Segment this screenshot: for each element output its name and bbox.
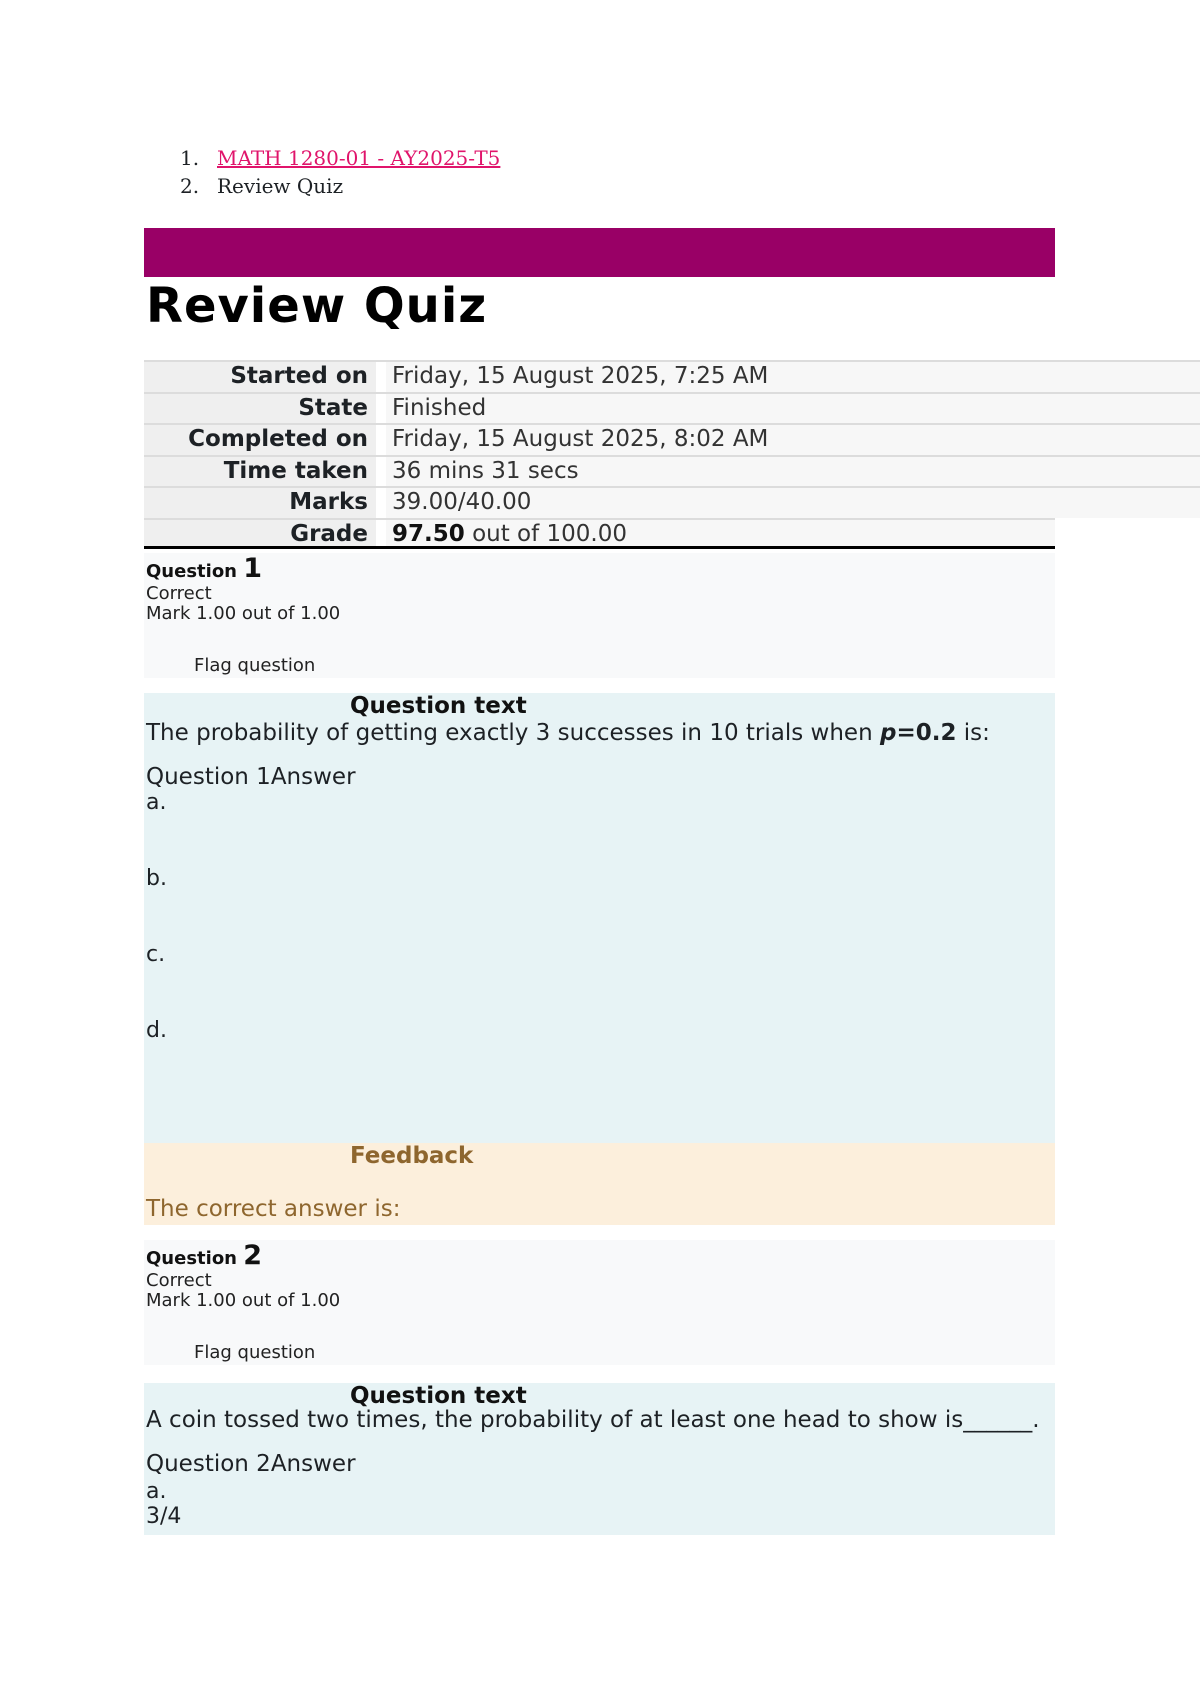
- answer-option-b[interactable]: b.: [146, 866, 167, 891]
- summary-label: Time taken: [144, 457, 376, 487]
- question-2-content: [144, 1383, 1055, 1535]
- summary-label: Marks: [144, 488, 376, 518]
- summary-row-grade: [144, 518, 1055, 550]
- flag-question-button[interactable]: Flag question: [194, 1342, 316, 1363]
- question-text-heading: Question text: [350, 693, 527, 719]
- answer-label: Question 1Answer: [146, 764, 356, 790]
- question-number: Question 1: [146, 553, 263, 584]
- answer-option-a[interactable]: a.: [146, 1479, 167, 1504]
- breadcrumb-number: 2.: [180, 174, 200, 198]
- question-grade: Mark 1.00 out of 1.00: [146, 603, 341, 624]
- question-text-heading: Question text: [350, 1383, 527, 1409]
- question-1-info: [144, 553, 1055, 678]
- breadcrumb-item-course[interactable]: [180, 144, 500, 172]
- question-text: A coin tossed two times, the probability of at least one head to show is______.: [146, 1407, 1040, 1433]
- header-banner: [144, 228, 1055, 277]
- answer-label: Question 2Answer: [146, 1451, 356, 1477]
- answer-option-a[interactable]: a.: [146, 790, 167, 815]
- question-1-feedback: [144, 1143, 1055, 1225]
- question-1-content: [144, 693, 1055, 1143]
- summary-value: Friday, 15 August 2025, 8:02 AM: [386, 425, 1200, 455]
- answer-option-c[interactable]: c.: [146, 942, 166, 967]
- summary-row-marks: [144, 486, 1200, 518]
- summary-label: Completed on: [144, 425, 376, 455]
- summary-label: State: [144, 394, 376, 424]
- grade-score: 97.50: [392, 520, 465, 547]
- summary-row-started: [144, 360, 1200, 392]
- summary-label: Grade: [144, 520, 376, 547]
- answer-option-d[interactable]: d.: [146, 1018, 167, 1043]
- course-link[interactable]: MATH 1280-01 - AY2025-T5: [217, 146, 501, 170]
- quiz-summary-table: [144, 360, 1200, 549]
- question-number: Question 2: [146, 1240, 263, 1271]
- breadcrumb: [180, 144, 500, 200]
- summary-value: 36 mins 31 secs: [386, 457, 1200, 487]
- summary-value: Friday, 15 August 2025, 7:25 AM: [386, 362, 1200, 392]
- summary-value: [386, 520, 1055, 547]
- feedback-text: The correct answer is:: [146, 1196, 401, 1222]
- question-2-info: [144, 1240, 1055, 1365]
- grade-suffix: out of 100.00: [464, 520, 628, 547]
- page-title: Review Quiz: [146, 278, 488, 334]
- summary-row-state: [144, 392, 1200, 424]
- answer-option-a-text: 3/4: [146, 1504, 182, 1529]
- feedback-heading: Feedback: [350, 1143, 474, 1169]
- question-text: The probability of getting exactly 3 successes in 10 trials when p=0.2 is:: [146, 720, 990, 746]
- breadcrumb-current: Review Quiz: [217, 174, 344, 198]
- summary-row-time: [144, 455, 1200, 487]
- question-state: Correct: [146, 583, 212, 604]
- breadcrumb-number: 1.: [180, 146, 200, 170]
- breadcrumb-item-quiz: [180, 172, 500, 200]
- summary-value: Finished: [386, 394, 1200, 424]
- flag-question-button[interactable]: Flag question: [194, 655, 316, 676]
- question-grade: Mark 1.00 out of 1.00: [146, 1290, 341, 1311]
- question-state: Correct: [146, 1270, 212, 1291]
- summary-label: Started on: [144, 362, 376, 392]
- summary-value: 39.00/40.00: [386, 488, 1200, 518]
- summary-row-completed: [144, 423, 1200, 455]
